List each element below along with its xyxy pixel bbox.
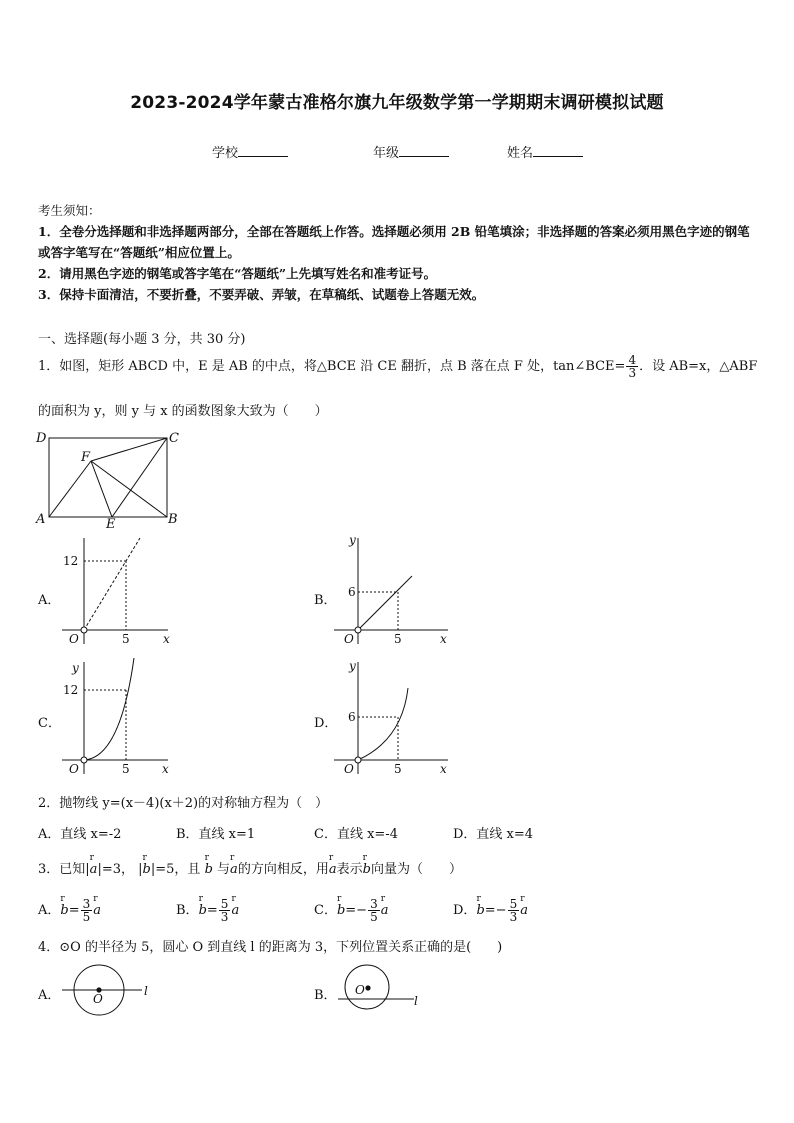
label-b: B (168, 512, 178, 527)
q3-option-c[interactable]: C． r b=− $\frac{3}{5}$ r a (314, 894, 389, 924)
q1-option-d-graph[interactable] (330, 654, 455, 776)
segment-af (49, 461, 91, 517)
solid-line (358, 576, 412, 630)
center-point (365, 985, 370, 990)
y-tick: 6 (348, 585, 356, 599)
curve (84, 658, 134, 760)
y-label: y (349, 533, 356, 547)
q3-option-d[interactable]: D． r b=− $\frac{5}{3}$ r a (453, 894, 528, 924)
q2-option-c[interactable]: C．直线 x=-4 (314, 827, 398, 842)
q3-t1: 3．已知 (38, 862, 86, 877)
vec-b-3: r b (362, 853, 371, 877)
label-d: D (36, 431, 47, 446)
q4-option-b-label[interactable]: B． (314, 988, 337, 1003)
q3-t7: 向量为（ ） (370, 862, 462, 877)
q4-option-b-figure[interactable] (334, 962, 434, 1018)
q1-option-d-label[interactable]: D． (314, 716, 338, 731)
origin-point (355, 627, 361, 633)
grade-field[interactable] (373, 142, 449, 161)
x-tick: 5 (394, 762, 402, 776)
x-label: x (163, 632, 170, 646)
notice-item-3: 3．保持卡面清洁，不要折叠，不要弄破、弄皱，在草稿纸、试题卷上答题无效。 (38, 287, 485, 302)
y-tick: 12 (63, 554, 79, 568)
q3-option-a[interactable]: A． r b= $\frac{3}{5}$ r a (38, 894, 102, 924)
q1-option-a-label[interactable]: A． (38, 593, 61, 608)
line-label: l (414, 994, 418, 1008)
label-e: E (106, 517, 116, 530)
q3-abs-a: | r a| (85, 853, 102, 877)
origin-label: O (344, 632, 354, 646)
label-f: F (81, 450, 91, 465)
question-4: 4．⊙O 的半径为 5，圆心 O 到直线 l 的距离为 3，下列位置关系正确的是( ) (38, 940, 503, 955)
line-label: l (144, 984, 148, 998)
curve (358, 688, 408, 760)
x-label: x (162, 762, 169, 776)
x-tick: 5 (122, 632, 130, 646)
q1-text-a: 1．如图，矩形 ABCD 中，E 是 AB 的中点，将△BCE 沿 CE 翻折，点 B 落在点 F 处，tan∠BCE= (38, 359, 626, 374)
label-c: C (169, 431, 179, 446)
vec-a-1: r a (89, 853, 98, 877)
origin-label: O (69, 632, 79, 646)
school-blank[interactable] (238, 144, 288, 157)
label-a: A (36, 512, 46, 527)
section-heading: 一、选择题(每小题 3 分，共 30 分) (38, 332, 246, 347)
segment-fc (91, 438, 167, 461)
notice-block (38, 200, 760, 305)
vec-b-2: r b (204, 853, 213, 877)
origin-label: O (344, 762, 354, 776)
q4-option-a-figure[interactable] (58, 962, 158, 1018)
y-label: y (349, 659, 356, 673)
segment-fe (91, 461, 112, 517)
q3-t5: 的方向相反，用 (237, 862, 329, 877)
q3-abs-b: | r b| (138, 853, 156, 877)
question-2: 2．抛物线 y=(x－4)(x＋2)的对称轴方程为（ ） (38, 796, 329, 811)
vec-a-2: r a (230, 853, 238, 877)
q1-frac-num: 4 (628, 353, 637, 367)
notice-heading: 考生须知： (38, 203, 101, 218)
vec-a-3: r a (328, 853, 337, 877)
origin-point (81, 757, 87, 763)
notice-item-2: 2．请用黑色字迹的钢笔或答字笔在“答题纸”上先填写姓名和准考证号。 (38, 266, 437, 281)
grade-label: 年级 (373, 146, 400, 161)
segment-ec (112, 438, 167, 517)
question-3 (38, 853, 462, 877)
q3-t2: =3， (101, 862, 134, 877)
school-field[interactable] (212, 142, 288, 161)
y-label: y (72, 661, 79, 675)
q1-option-b-graph[interactable] (330, 532, 455, 647)
origin-point (355, 757, 361, 763)
q1-text-b: ．设 AB=x，△ABF (639, 359, 758, 374)
school-label: 学校 (212, 146, 239, 161)
q2-option-b[interactable]: B．直线 x=1 (176, 827, 256, 842)
name-blank[interactable] (533, 144, 583, 157)
q1-option-c-graph[interactable] (58, 654, 183, 776)
segment-fb (91, 461, 167, 517)
dashed-line (84, 538, 140, 630)
center-label: O (93, 992, 103, 1006)
q2-option-d[interactable]: D．直线 x=4 (453, 827, 534, 842)
x-label: x (440, 632, 447, 646)
q1-text-c: 的面积为 y，则 y 与 x 的函数图象大致为（ ） (38, 404, 328, 419)
q1-option-a-graph[interactable] (58, 532, 183, 647)
origin-point (81, 627, 87, 633)
center-label: O (355, 983, 365, 997)
q1-rectangle-figure (34, 428, 184, 530)
q3-t3: =5，且 (155, 862, 201, 877)
q1-fraction (626, 354, 638, 379)
q4-option-a-label[interactable]: A． (38, 988, 61, 1003)
origin-label: O (69, 762, 79, 776)
name-label: 姓名 (507, 146, 534, 161)
x-label: x (440, 762, 447, 776)
q3-t6: 表示 (336, 862, 363, 877)
question-1 (38, 354, 758, 379)
q3-option-b[interactable]: B． r b= $\frac{5}{3}$ r a (176, 894, 240, 924)
name-field[interactable] (507, 142, 583, 161)
page-title: 2023-2024学年蒙古准格尔旗九年级数学第一学期期末调研模拟试题 (130, 93, 664, 113)
y-tick: 6 (348, 710, 356, 724)
x-tick: 5 (122, 762, 130, 776)
grade-blank[interactable] (399, 144, 449, 157)
q1-option-b-label[interactable]: B． (314, 593, 337, 608)
vec-b-1: r b (142, 853, 151, 877)
q1-frac-den: 3 (628, 366, 637, 380)
notice-item-1: 1．全卷分选择题和非选择题两部分，全部在答题纸上作答。选择题必须用 2B 铅笔填涂；非选择题的答案必须用黑色字迹的钢笔或答字笔写在“答题纸”相应位置上。 (38, 224, 750, 260)
x-tick: 5 (394, 632, 402, 646)
q1-option-c-label[interactable]: C． (38, 716, 61, 731)
q3-t4: 与 (217, 862, 231, 877)
y-tick: 12 (63, 683, 79, 697)
q2-option-a[interactable]: A．直线 x=-2 (38, 827, 122, 842)
